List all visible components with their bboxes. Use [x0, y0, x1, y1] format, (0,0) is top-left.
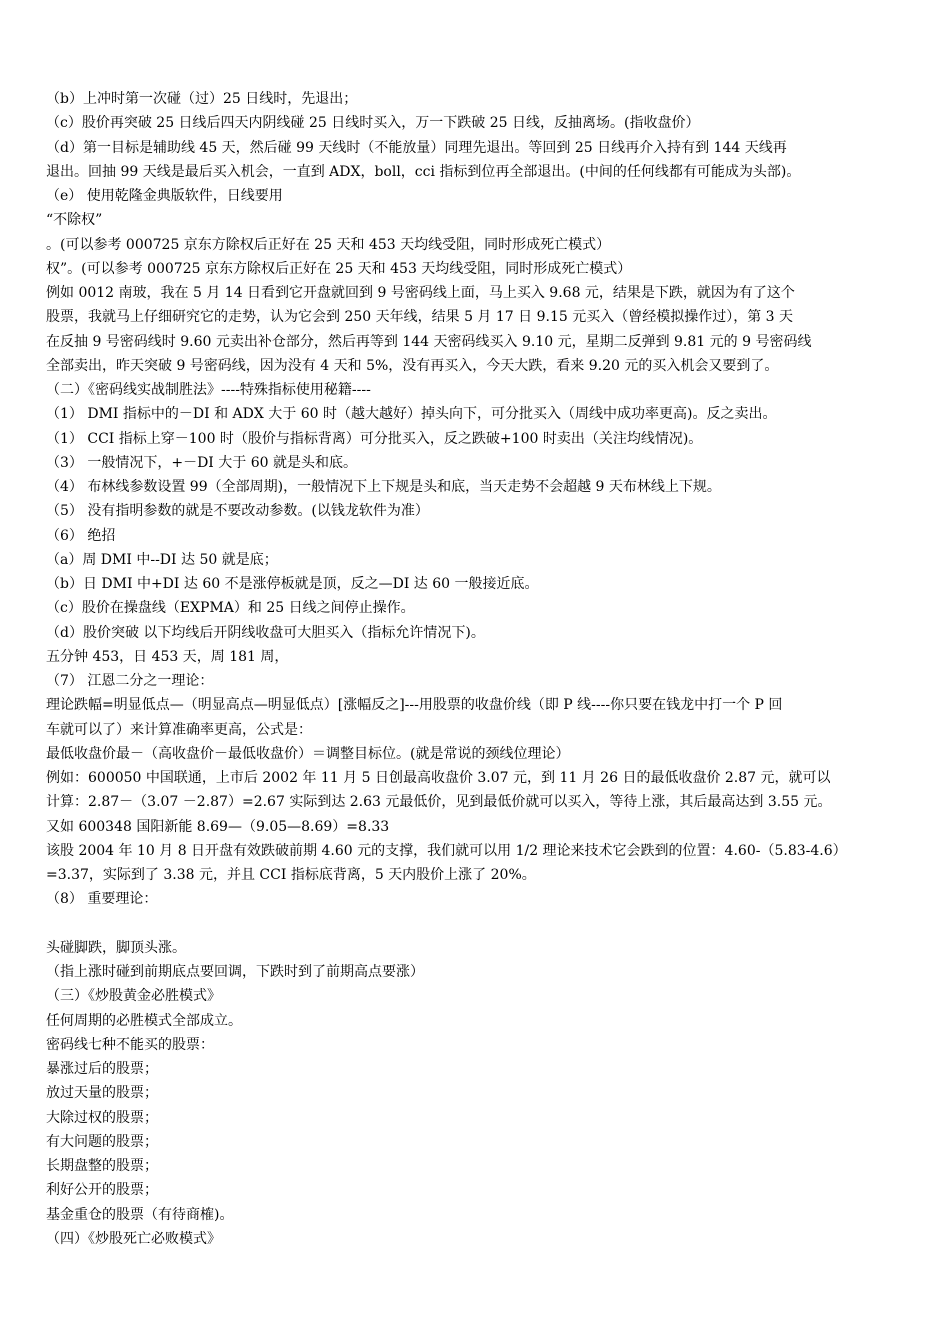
text-line: 五分钟 453，日 453 天，周 181 周，	[46, 648, 289, 665]
text-line: （1） CCI 指标上穿－100 时（股价与指标背离）可分批买入，反之跌破+100 时卖出（关注均线情况)。	[46, 430, 703, 447]
text-line: （5） 没有指明参数的就是不要改动参数。(以钱龙软件为准）	[46, 503, 429, 520]
text-line: 例如 0012 南玻，我在 5 月 14 日看到它开盘就回到 9 号密码线上面，马上买入 9.68 元，结果是下跌，就因为有了这个	[46, 285, 795, 301]
text-line: 全部卖出，昨天突破 9 号密码线，因为没有 4 天和 5%，没有再买入，今天大跌，看来 9.20 元的买入机会又要到了。	[46, 357, 779, 374]
text-line: 权”。(可以参考 000725 京东方除权后正好在 25 天和 453 天均线受阻，同时形成死亡模式）	[46, 260, 632, 277]
list-item: 长期盘整的股票；	[46, 1158, 158, 1174]
text-line: （指上涨时碰到前期底点要回调，下跌时到了前期高点要涨）	[46, 964, 424, 980]
blank-line	[46, 912, 912, 936]
text-line: 股票，我就马上仔细研究它的走势，认为它会到 250 天年线，结果 5 月 17 日 9.15 元买入（曾经模拟操作过），第 3 天	[46, 309, 794, 326]
text-line: （d）股价突破 以下均线后开阴线收盘可大胆买入（指标允许情况下)。	[46, 624, 485, 641]
text-line: （7） 江恩二分之一理论：	[46, 673, 214, 689]
text-line: （b）上冲时第一次碰（过）25 日线时，先退出；	[46, 91, 358, 107]
text-line: 退出。回抽 99 天线是最后买入机会，一直到 ADX，boll，cci 指标到位再全部退出。(中间的任何线都有可能成为头部)。	[46, 163, 801, 180]
text-line: 。(可以参考 000725 京东方除权后正好在 25 天和 453 天均线受阻，同时形成死亡模式）	[46, 236, 611, 253]
text-line: 车就可以了）来计算准确率更高，公式是：	[46, 721, 312, 738]
text-line: （e） 使用乾隆金典版软件，日线要用	[46, 188, 283, 204]
text-line: 任何周期的必胜模式全部成立。	[46, 1012, 242, 1029]
list-item: 基金重仓的股票（有待商榷)。	[46, 1206, 234, 1223]
text-line: （3） 一般情况下，+－DI 大于 60 就是头和底。	[46, 454, 358, 471]
list-item: 暴涨过后的股票；	[46, 1061, 158, 1077]
text-line: 计算：2.87－（3.07 －2.87）=2.67 实际到达 2.63 元最低价，见到最低价就可以买入，等待上涨，其后最高达到 3.55 元。	[46, 794, 832, 811]
document-page	[46, 87, 912, 1251]
text-line: （8） 重要理论：	[46, 891, 158, 908]
list-item: 大除过权的股票；	[46, 1109, 158, 1126]
text-line: 密码线七种不能买的股票：	[46, 1036, 214, 1053]
text-line: 最低收盘价最－（高收盘价－最低收盘价）＝调整目标位。(就是常说的颈线位理论）	[46, 745, 570, 762]
text-line: （c）股价再突破 25 日线后四天内阴线碰 25 日线时买入，万一下跌破 25 日线，反抽离场。(指收盘价）	[46, 115, 700, 132]
section-heading: （三）《炒股黄金必胜模式》	[46, 988, 221, 1005]
text-line: 又如 600348 国阳新能 8.69—（9.05—8.69）=8.33	[46, 818, 390, 835]
text-line: “不除权”	[46, 212, 103, 229]
text-line: 头碰脚跌，脚顶头涨。	[46, 939, 186, 956]
section-heading: （四）《炒股死亡必败模式》	[46, 1230, 221, 1247]
list-item: 有大问题的股票；	[46, 1133, 158, 1150]
text-line: （4） 布林线参数设置 99（全部周期)，一般情况下上下规是头和底，当天走势不会超越 9 天布林线上下规。	[46, 479, 721, 495]
text-line: =3.37，实际到了 3.38 元，并且 CCI 指标底背离，5 天内股价上涨了 20%。	[46, 867, 536, 883]
list-item: 放过天量的股票；	[46, 1085, 158, 1102]
text-line: 理论跌幅=明显低点—（明显高点—明显低点）[涨幅反之]---用股票的收盘价线（即 P 线----你只要在钱龙中打一个 P 回	[46, 697, 783, 714]
text-line: （a）周 DMI 中--DI 达 50 就是底；	[46, 551, 278, 568]
text-line: （6） 绝招	[46, 527, 116, 544]
section-heading: （二）《密码线实战制胜法》----特殊指标使用秘籍----	[46, 382, 371, 398]
text-line: 在反抽 9 号密码线时 9.60 元卖出补仓部分，然后再等到 144 天密码线买入 9.10 元，星期二反弹到 9.81 元的 9 号密码线	[46, 333, 812, 350]
list-item: 利好公开的股票；	[46, 1182, 158, 1199]
text-line: 该股 2004 年 10 月 8 日开盘有效跌破前期 4.60 元的支撑，我们就可以用 1/2 理论来技术它会跌到的位置：4.60-（5.83-4.6）	[46, 842, 847, 859]
text-line: （d）第一目标是辅助线 45 天，然后碰 99 天线时（不能放量）同理先退出。等回到 25 日线再介入持有到 144 天线再	[46, 139, 787, 156]
text-line: 例如：600050 中国联通，上市后 2002 年 11 月 5 日创最高收盘价 3.07 元，到 11 月 26 日的最低收盘价 2.87 元，就可以	[46, 770, 831, 786]
text-line: （c）股价在操盘线（EXPMA）和 25 日线之间停止操作。	[46, 600, 415, 617]
text-line: （1） DMI 指标中的－DI 和 ADX 大于 60 时（越大越好）掉头向下，可分批买入（周线中成功率更高)。反之卖出。	[46, 406, 777, 423]
text-line: （b）日 DMI 中+DI 达 60 不是涨停板就是顶，反之—DI 达 60 一般接近底。	[46, 576, 539, 592]
